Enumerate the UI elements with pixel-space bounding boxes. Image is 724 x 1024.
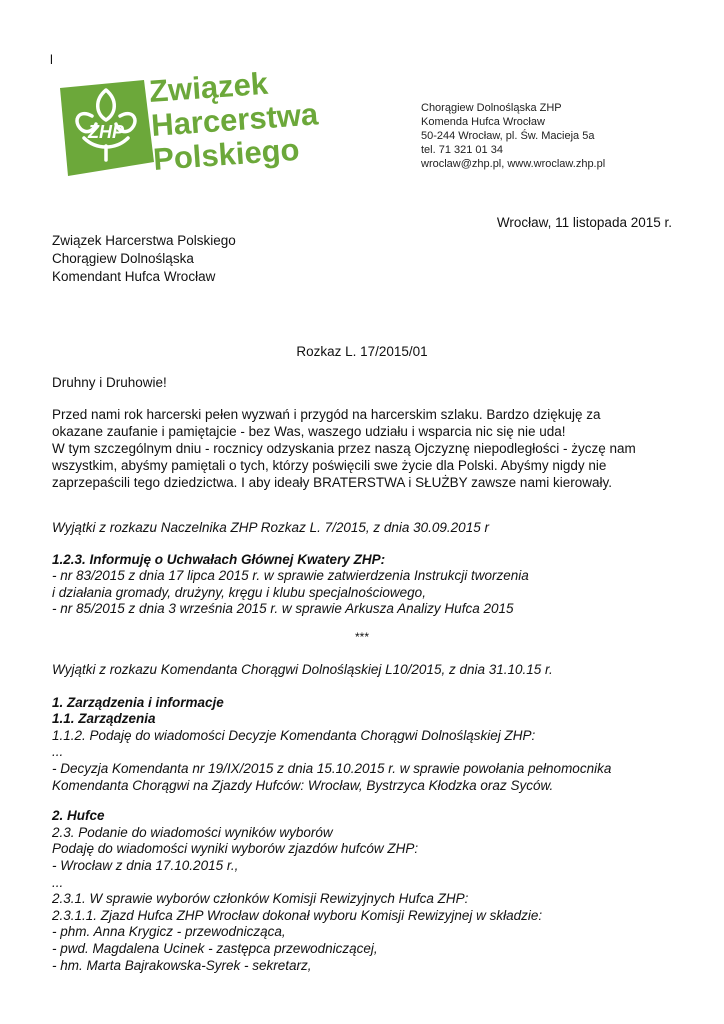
page-mark: l <box>50 52 53 67</box>
intro-line: W tym szczególnym dniu - rocznicy odzyskania przez naszą Ojczyznę niepodległości - życzę nam <box>52 441 636 456</box>
decision-line: 1.1.2. Podaję do wiadomości Decyzje Komendanta Chorągwi Dolnośląskiej ZHP: <box>52 727 536 743</box>
hufce-line: Podaję do wiadomości wyniki wyborów zjazdów hufców ZHP: <box>52 841 419 857</box>
sender-line: Komenda Hufca Wrocław <box>421 116 545 128</box>
decision-line: Komendanta Chorągwi na Zjazdy Hufców: Wrocław, Bystrzyca Kłodzka oraz Syców. <box>52 777 554 793</box>
decision-line: - Decyzja Komendanta nr 19/IX/2015 z dnia 15.10.2015 r. w sprawie powołania pełnomocnika <box>52 760 612 776</box>
resolution-line: - nr 85/2015 z dnia 3 września 2015 r. w sprawie Arkusza Analizy Hufca 2015 <box>52 601 514 617</box>
hufce-line: - Wrocław z dnia 17.10.2015 r., <box>52 857 239 873</box>
intro-line: wszystkim, abyśmy pamiętali o tych, którzy poświęcili swe życie dla Polski. Abyśmy nigdy nie <box>52 458 607 473</box>
sender-address <box>421 101 605 171</box>
sender-line: 50-244 Wrocław, pl. Św. Macieja 5a <box>421 130 595 142</box>
logo-badge-text: ZHP <box>88 122 124 142</box>
hufce-line: 2.3.1.1. Zjazd Hufca ZHP Wrocław dokonał wyboru Komisji Rewizyjnej w składzie: <box>52 907 543 923</box>
address-line: Komendant Hufca Wrocław <box>52 269 216 284</box>
hufce-line: - phm. Anna Krygicz - przewodnicząca, <box>52 924 286 940</box>
recipient-block <box>52 232 236 286</box>
komendant-heading: Wyjątki z rozkazu Komendanta Chorągwi Dolnośląskiej L10/2015, z dnia 31.10.15 r. <box>52 662 553 677</box>
hufce-line: - hm. Marta Bajrakowska-Syrek - sekretarz, <box>52 957 312 973</box>
hufce-line: 2.3.1. W sprawie wyborów członków Komisji Rewizyjnych Hufca ZHP: <box>52 891 469 907</box>
intro-line: okazane zaufanie i pamiętajcie - bez Was, waszego udziału i wsparcia nic się nie uda! <box>52 424 566 439</box>
decision-line: ... <box>52 744 64 760</box>
document-date: Wrocław, 11 listopada 2015 r. <box>496 215 672 230</box>
section-heading: 2. Hufce <box>52 808 105 824</box>
hufce-line: - pwd. Magdalena Ucinek - zastępca przewodniczącej, <box>52 940 378 956</box>
sender-contact: wroclaw@zhp.pl, www.wroclaw.zhp.pl <box>421 158 606 170</box>
order-title: Rozkaz L. 17/2015/01 <box>296 344 428 359</box>
intro-paragraph <box>52 406 682 491</box>
hufce-line: ... <box>52 874 64 890</box>
logo-line-1: Związek <box>148 66 270 109</box>
greeting: Druhny i Druhowie! <box>52 375 167 390</box>
hufce-line: 2.3. Podanie do wiadomości wyników wyborów <box>52 824 333 840</box>
resolution-line: - nr 83/2015 z dnia 17 lipca 2015 r. w sprawie zatwierdzenia Instrukcji tworzenia <box>52 568 529 584</box>
intro-line: zaprzepaścili tego dziedzictwa. I aby ideały BRATERSTWA i SŁUŻBY zawsze nami kierowały. <box>52 475 612 490</box>
zhp-logo <box>56 66 326 178</box>
logo-line-3: Polskiego <box>152 131 301 177</box>
sender-line: Chorągiew Dolnośląska ZHP <box>421 102 562 114</box>
section-heading: 1.2.3. Informuję o Uchwałach Głównej Kwatery ZHP: <box>52 551 386 567</box>
separator: *** <box>354 630 369 644</box>
intro-line: Przed nami rok harcerski pełen wyzwań i przygód na harcerskim szlaku. Bardzo dziękuję za <box>52 407 601 422</box>
section-heading: 1. Zarządzenia i informacje <box>52 694 224 710</box>
sender-line: tel. 71 321 01 34 <box>421 144 503 156</box>
address-line: Chorągiew Dolnośląska <box>52 251 194 266</box>
naczelnik-heading: Wyjątki z rozkazu Naczelnika ZHP Rozkaz L. 7/2015, z dnia 30.09.2015 r <box>52 520 489 535</box>
resolution-line: i działania gromady, drużyny, kręgu i klubu specjalnościowego, <box>52 584 426 600</box>
komendant-section <box>52 662 611 974</box>
logo-line-2: Harcerstwa <box>150 96 320 143</box>
naczelnik-section <box>52 520 529 618</box>
address-line: Związek Harcerstwa Polskiego <box>52 233 236 248</box>
subsection-heading: 1.1. Zarządzenia <box>52 711 156 727</box>
